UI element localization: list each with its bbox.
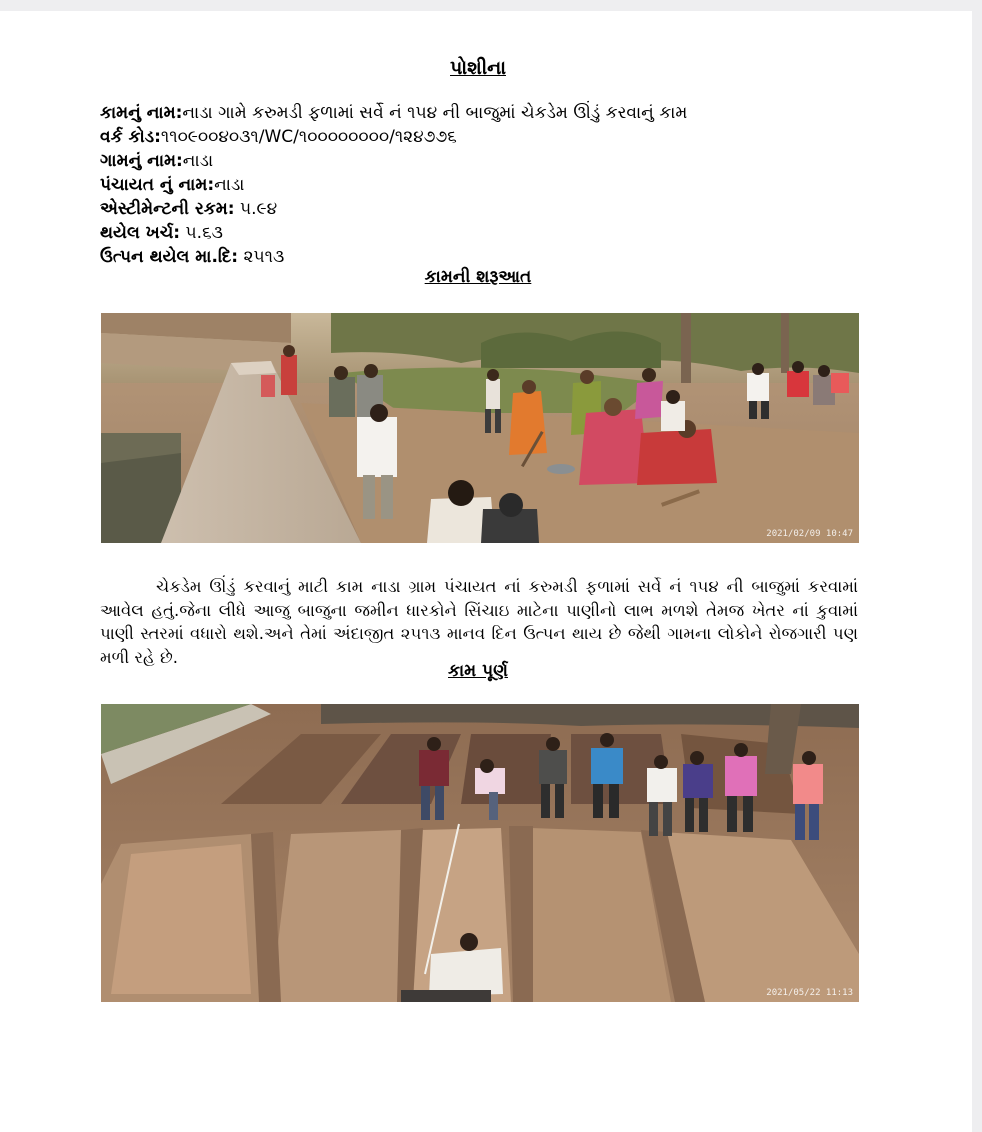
- expense-row: [100, 221, 880, 245]
- mandays-row: [100, 245, 880, 269]
- mandays-label: ઉત્પન થયેલ મા.દિ:: [100, 247, 239, 267]
- estimate-amount-row: [100, 197, 880, 221]
- panchayat-name-value: નાડા: [214, 175, 245, 195]
- village-name-value: નાડા: [182, 151, 214, 171]
- village-name-label: ગામનું નામ:: [100, 151, 183, 171]
- photo-start-timestamp: 2021/02/09 10:47: [766, 529, 853, 539]
- expense-label: થયેલ ખર્ચ:: [100, 223, 181, 243]
- work-name-label: કામનું નામ:: [100, 103, 183, 123]
- expense-value: ૫.૬૩: [180, 223, 223, 243]
- document-page: [0, 11, 972, 1132]
- section-complete-heading: કામ પૂર્ણ: [448, 661, 508, 681]
- village-name-row: [100, 149, 880, 173]
- mandays-value: ૨૫૧૩: [238, 247, 285, 267]
- work-code-value: ૧૧૦૯૦૦૪૦૩૧/WC/૧૦૦૦૦૦૦૦૦/૧૨૪૭૭૬: [160, 127, 457, 147]
- work-complete-photo: [101, 704, 859, 1002]
- work-start-photo: [101, 313, 859, 543]
- work-code-row: [100, 125, 880, 149]
- work-code-label: વર્ક કોડ:: [100, 127, 161, 147]
- panchayat-name-label: પંચાયત નું નામ:: [100, 175, 215, 195]
- photo-complete-timestamp: 2021/05/22 11:13: [766, 988, 853, 998]
- document-title: પોશીના: [450, 57, 506, 79]
- description-paragraph: ચેકડેમ ઊંડું કરવાનું માટી કામ નાડા ગ્રામ પંચાયત નાં કરુમડી ફળામાં સર્વે નં ૧૫૪ ની બાજુમાં કરવામાં આવેલ હતું.જેના લીધે આજુ બાજુના જમીન ધારકોને સિંચાઇ માટેના પાણીનો લાભ મળશે તેમજ ખેતર નાં કુવામાં પાણી સ્તરમાં વધારો થશે.અને તેમાં અંદાજીત ૨૫૧૩ માનવ દિન ઉત્પન થાય છે જેથી ગામના લોકોને રોજગારી પણ મળી રહે છે.: [100, 577, 858, 667]
- panchayat-name-row: [100, 173, 880, 197]
- work-name-value: નાડા ગામે કરુમડી ફળામાં સર્વે નં ૧૫૪ ની બાજુમાં ચેકડેમ ઊંડું કરવાનું કામ: [182, 103, 688, 123]
- work-name-row: [100, 101, 880, 125]
- work-details: [100, 101, 880, 269]
- estimate-amount-label: એસ્ટીમેન્ટની રકમ:: [100, 199, 235, 219]
- estimate-amount-value: ૫.૯૪: [234, 199, 278, 219]
- section-start-heading: કામની શરૂઆત: [424, 267, 532, 287]
